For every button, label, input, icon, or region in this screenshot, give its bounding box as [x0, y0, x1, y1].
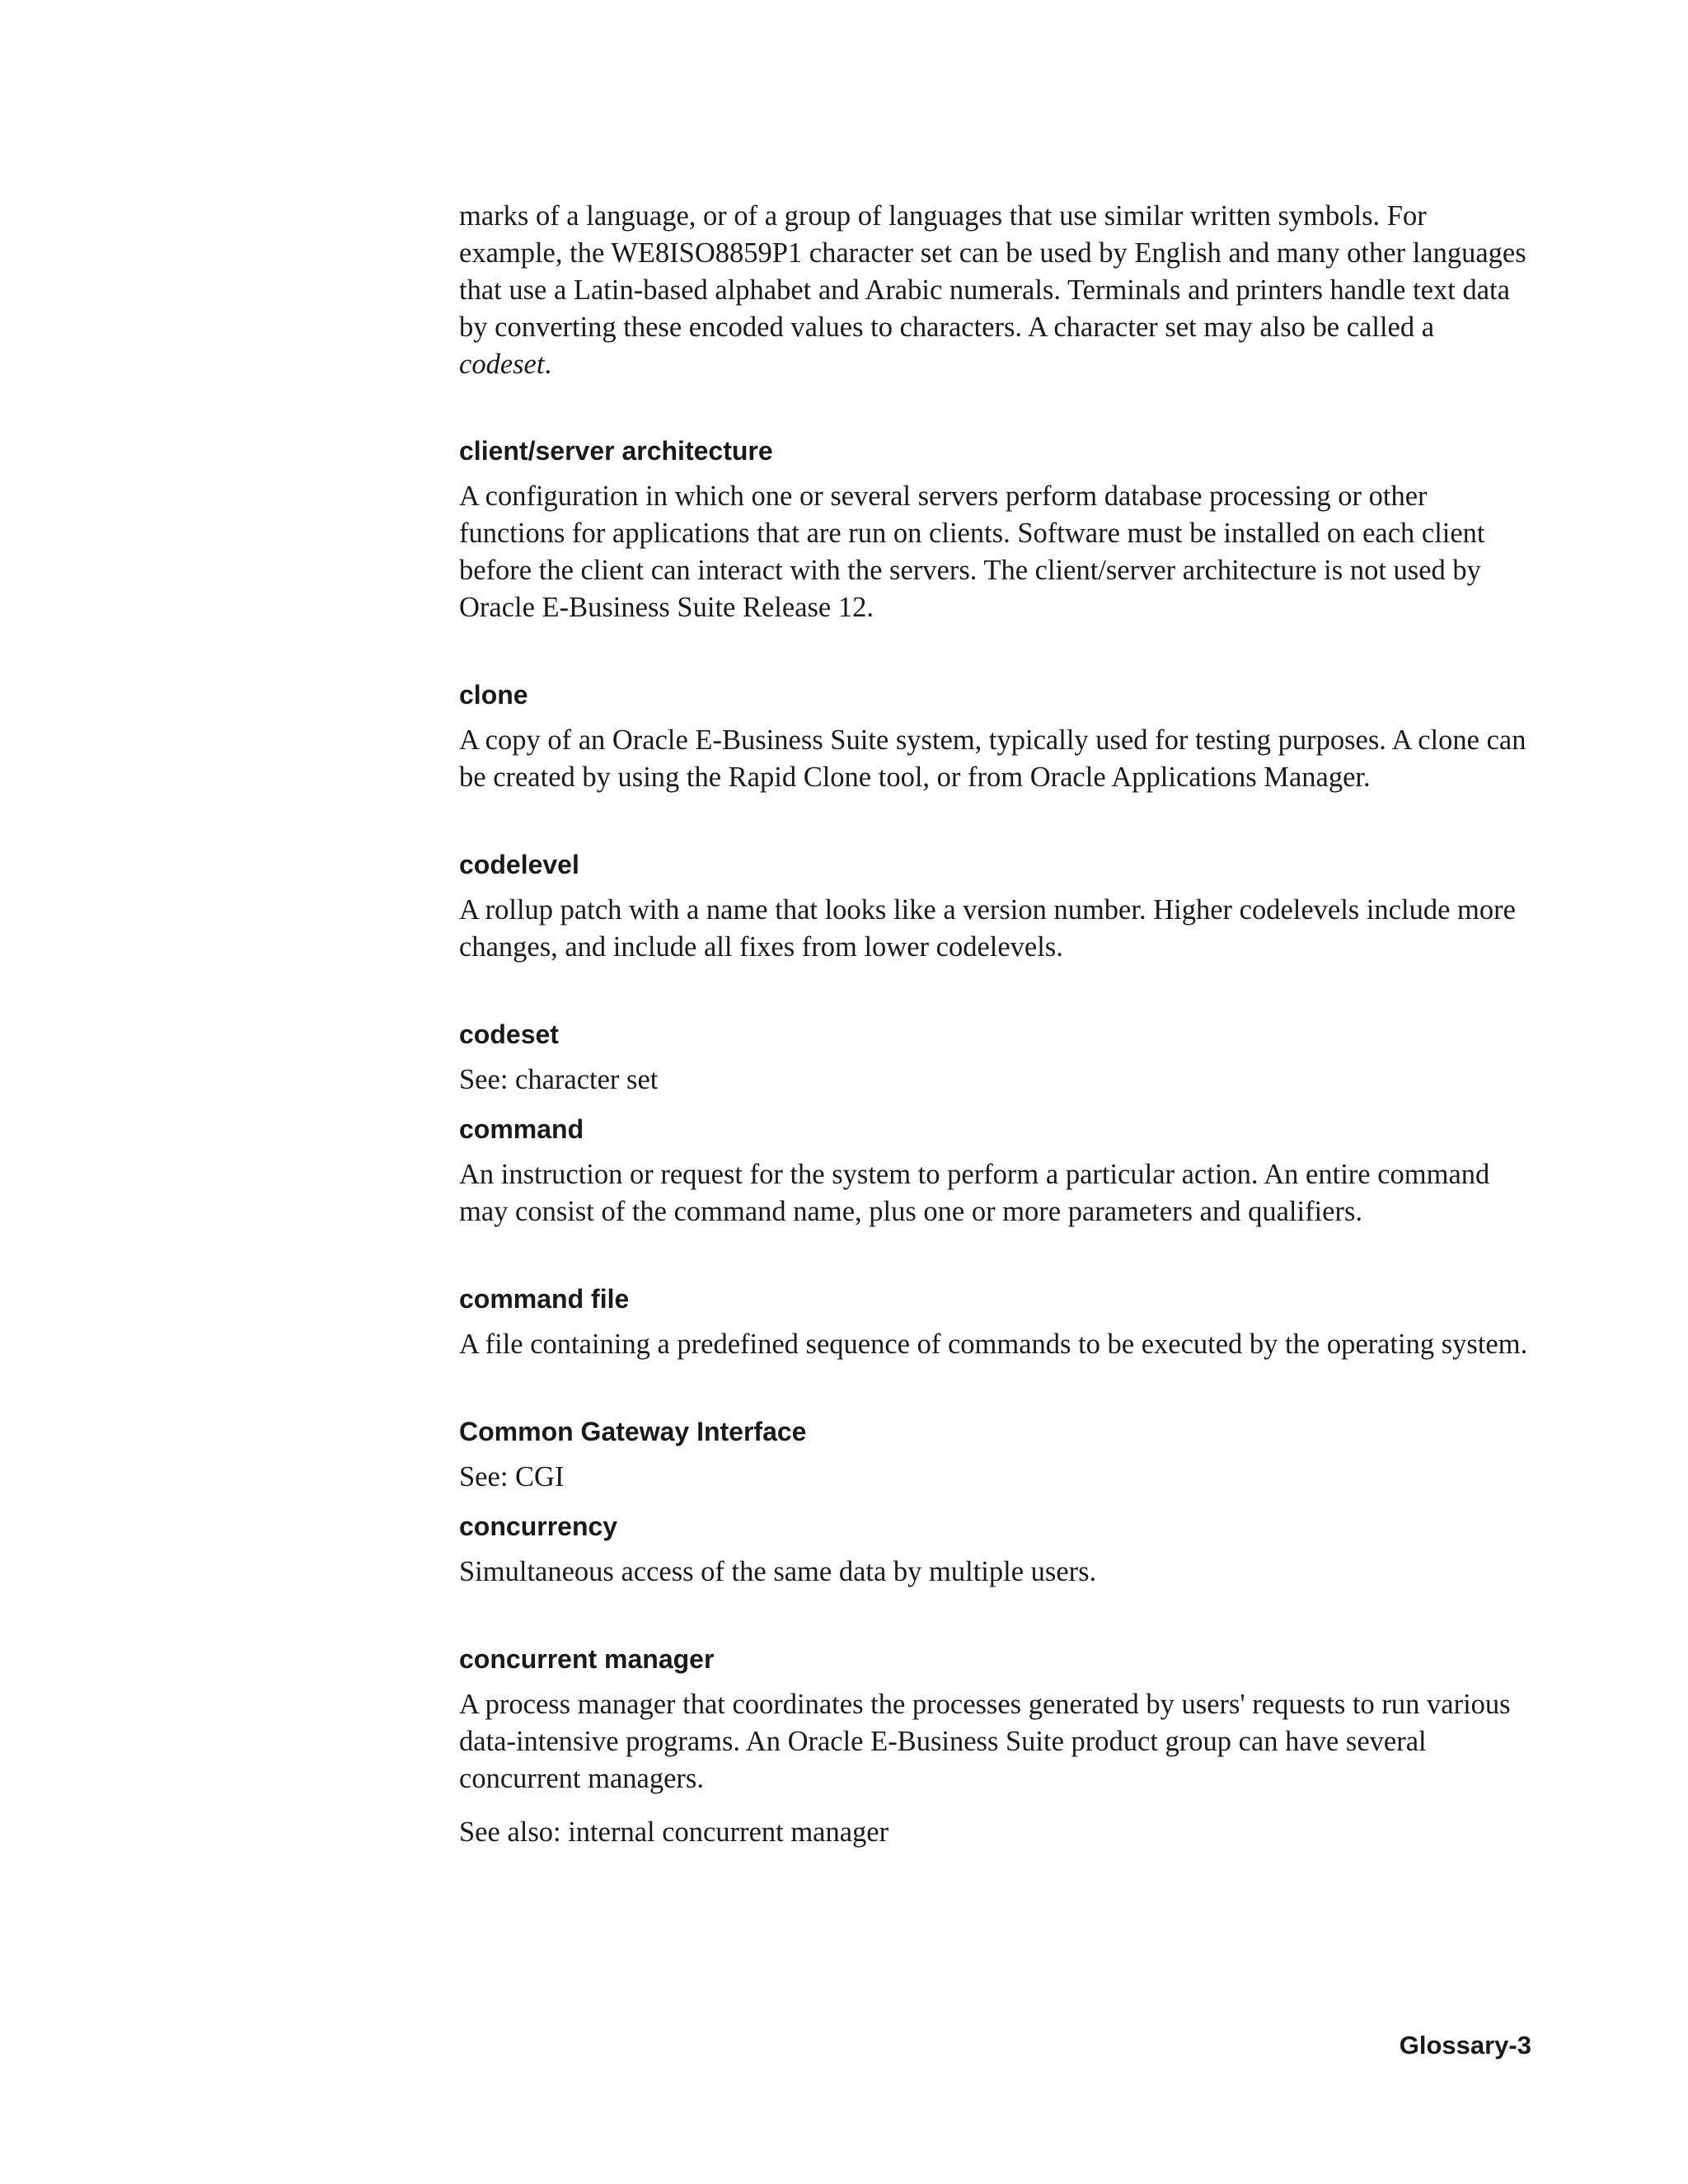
- glossary-definition: See: CGI: [459, 1461, 565, 1493]
- glossary-term: command: [459, 1114, 584, 1144]
- glossary-definition: A rollup patch with a name that looks like a version number. Higher codelevels include more changes, and include all fixes from lower codelevels.: [459, 894, 1516, 963]
- glossary-definition: A copy of an Oracle E-Business Suite system, typically used for testing purposes. A clone can be created by using the Rapid Clone tool, or from Oracle Applications Manager.: [459, 724, 1526, 793]
- glossary-term: Common Gateway Interface: [459, 1417, 807, 1446]
- glossary-term: concurrency: [459, 1511, 618, 1541]
- glossary-definition: An instruction or request for the system to perform a particular action. An entire command may consist of the command name, plus one or more parameters and qualifiers.: [459, 1159, 1490, 1227]
- glossary-term: codeset: [459, 1019, 559, 1049]
- glossary-term: concurrent manager: [459, 1644, 715, 1674]
- glossary-definition: A file containing a predefined sequence of commands to be executed by the operating system.: [459, 1329, 1528, 1360]
- glossary-definition: A process manager that coordinates the processes generated by users' requests to run various data-intensive programs. An Oracle E-Business Suite product group can have several concurrent managers.: [459, 1689, 1511, 1794]
- glossary-term: codelevel: [459, 850, 579, 879]
- intro-text: marks of a language, or of a group of languages that use similar written symbols. For example, the WE8ISO8859P1 character set can be used by English and many other languages that use a Latin-based alphabet and Arabic numerals. Terminals and printers handle text data by converting these encoded values to characters. A character set may also be called a: [459, 200, 1526, 343]
- page-number: Glossary-3: [1399, 2031, 1531, 2060]
- glossary-term: command file: [459, 1284, 630, 1314]
- glossary-definition: See: character set: [459, 1064, 659, 1095]
- glossary-term: clone: [459, 680, 528, 710]
- intro-italic-term: codeset: [459, 349, 545, 380]
- intro-end: .: [544, 349, 552, 380]
- intro-paragraph: [459, 198, 1531, 383]
- glossary-see-also: See also: internal concurrent manager: [459, 1816, 889, 1848]
- glossary-content: [459, 198, 1531, 1851]
- glossary-definition: Simultaneous access of the same data by multiple users.: [459, 1556, 1097, 1587]
- glossary-term: client/server architecture: [459, 436, 773, 466]
- glossary-definition: A configuration in which one or several servers perform database processing or other functions for applications that are run on clients. Software must be installed on each client before the client can interact with the servers. The client/server architecture is not used by Oracle E-Business Suite Release 12.: [459, 480, 1485, 623]
